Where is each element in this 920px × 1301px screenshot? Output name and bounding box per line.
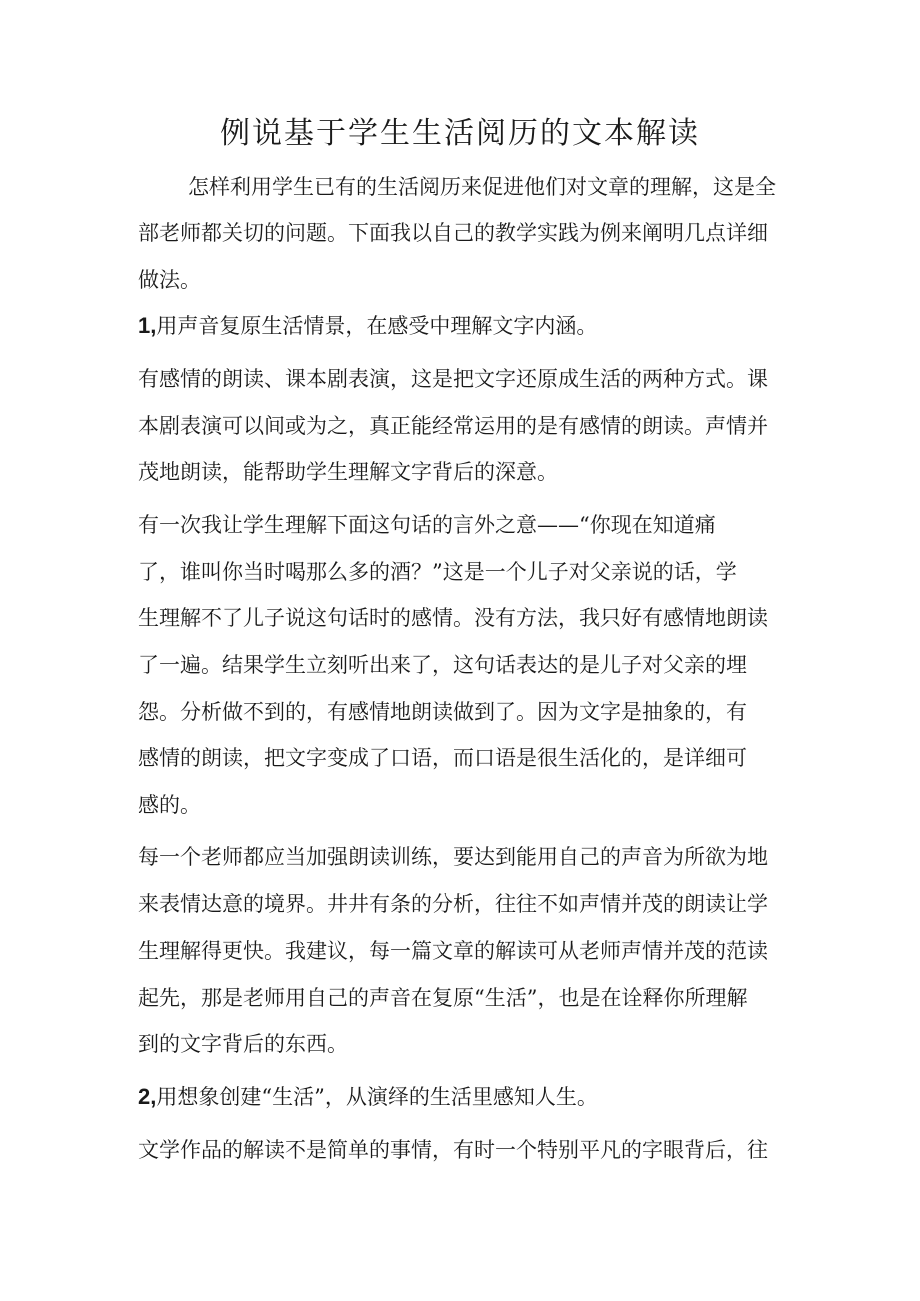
document-title: 例说基于学生生活阅历的文本解读: [220, 116, 700, 151]
paragraph-line: 来表情达意的境界。井井有条的分析，往往不如声情并茂的朗读让学: [138, 892, 768, 916]
paragraph-line: 每一个老师都应当加强朗读训练，要达到能用自己的声音为所欲为地: [138, 845, 768, 869]
paragraph-line: 到的文字背后的东西。: [138, 1032, 348, 1056]
paragraph-line: 了一遍。结果学生立刻听出来了，这句话表达的是儿子对父亲的埋: [138, 653, 747, 677]
paragraph-line: 部老师都关切的问题。下面我以自己的教学实践为例来阐明几点详细: [138, 221, 768, 245]
section-number: 1,: [138, 313, 157, 338]
paragraph-line: 感的。: [138, 793, 201, 817]
paragraph-line: 文学作品的解读不是简单的事情，有时一个特别平凡的字眼背后，往: [138, 1138, 768, 1162]
paragraph-line: 生理解不了儿子说这句话时的感情。没有方法，我只好有感情地朗读: [138, 606, 768, 630]
paragraph-line: 起先，那是老师用自己的声音在复原“生活”，也是在诠释你所理解: [138, 986, 748, 1010]
paragraph-line: 了，谁叫你当时喝那么多的酒？”这是一个儿子对父亲说的话，学: [138, 560, 737, 584]
section-heading-text: 用想象创建“生活”，从演绎的生活里感知人生。: [156, 1085, 598, 1109]
section-heading-2: [138, 1082, 598, 1112]
paragraph-line: 有一次我让学生理解下面这句话的言外之意——“你现在知道痛: [138, 513, 716, 537]
paragraph-line: 怨。分析做不到的，有感情地朗读做到了。因为文字是抽象的，有: [138, 700, 747, 724]
paragraph-line: 怎样利用学生已有的生活阅历来促进他们对文章的理解，这是全: [188, 175, 776, 199]
section-heading-text: 用声音复原生活情景，在感受中理解文字内涵。: [156, 314, 598, 338]
section-number: 2,: [138, 1084, 157, 1109]
section-heading-1: [138, 311, 597, 341]
paragraph-line: 本剧表演可以间或为之，真正能经常运用的是有感情的朗读。声情并: [138, 414, 768, 438]
paragraph-line: 生理解得更快。我建议，每一篇文章的解读可从老师声情并茂的范读: [138, 939, 768, 963]
paragraph-line: 做法。: [138, 268, 201, 292]
paragraph-line: 茂地朗读，能帮助学生理解文字背后的深意。: [138, 460, 558, 484]
paragraph-line: 有感情的朗读、课本剧表演，这是把文字还原成生活的两种方式。课: [138, 367, 768, 391]
paragraph-line: 感情的朗读，把文字变成了口语，而口语是很生活化的，是详细可: [138, 746, 747, 770]
